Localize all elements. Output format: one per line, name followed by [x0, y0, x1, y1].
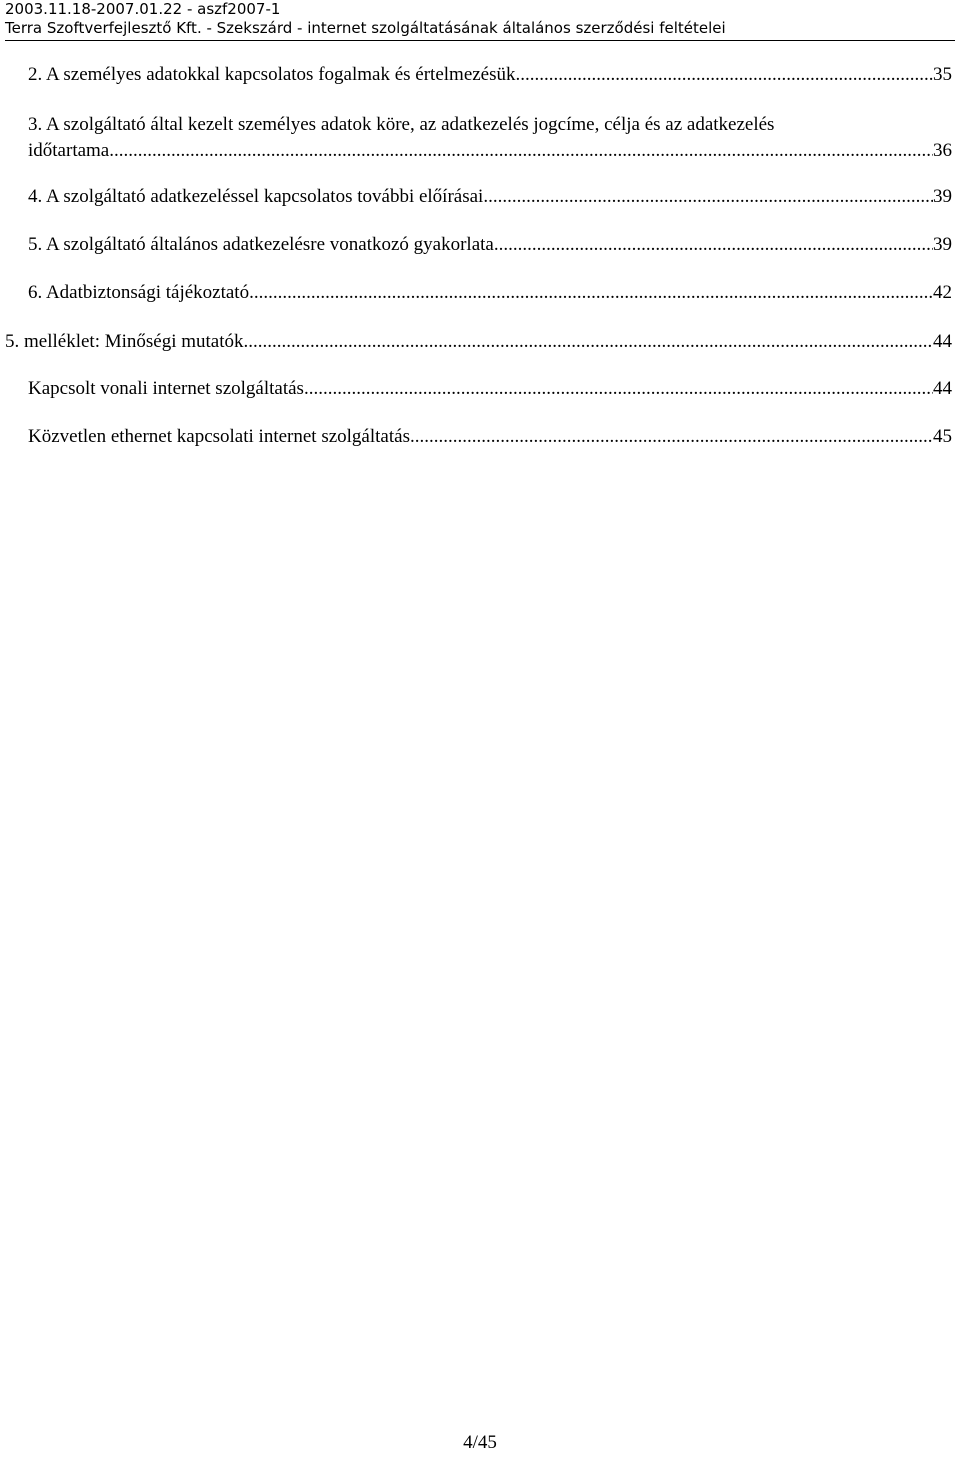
toc-entry-label: Kapcsolt vonali internet szolgáltatás — [28, 378, 304, 399]
toc-entry-label-line1[interactable]: 3. A szolgáltató által kezelt személyes adatok köre, az adatkezelés jogcíme, célja és az adatkezelés — [28, 114, 775, 135]
toc-entry[interactable] — [5, 329, 952, 355]
toc-entry-label: 5. A szolgáltató általános adatkezelésre vonatkozó gyakorlata — [28, 234, 494, 255]
toc-entry-page: 45 — [933, 426, 952, 447]
document-header — [5, 0, 955, 41]
toc-entry-label: Közvetlen ethernet kapcsolati internet szolgáltatás — [28, 426, 410, 447]
toc-entry-page: 42 — [933, 282, 952, 303]
toc-entry-label: időtartama — [28, 140, 110, 161]
toc-entry[interactable] — [28, 376, 952, 402]
toc-entry[interactable] — [28, 232, 952, 258]
toc-entry-page: 36 — [933, 140, 952, 161]
toc-leader-dots — [304, 376, 933, 402]
header-title-line: Terra Szoftverfejlesztő Kft. - Szekszárd - internet szolgáltatásának általános szerződési feltételei — [5, 19, 726, 37]
toc-leader-dots — [249, 280, 933, 306]
toc-entry-page: 39 — [933, 234, 952, 255]
toc-entry-label: 2. A személyes adatokkal kapcsolatos fogalmak és értelmezésük — [28, 64, 516, 85]
header-version-line: 2003.11.18-2007.01.22 - aszf2007-1 — [5, 0, 281, 18]
toc-entry[interactable] — [28, 424, 952, 450]
toc-entry[interactable] — [28, 184, 952, 210]
toc-entry-label: 4. A szolgáltató adatkezeléssel kapcsolatos további előírásai — [28, 186, 484, 207]
toc-entry-label: 5. melléklet: Minőségi mutatók — [5, 331, 244, 352]
toc-entry-page: 35 — [933, 64, 952, 85]
toc-entry-page: 44 — [933, 331, 952, 352]
toc-entry[interactable] — [28, 280, 952, 306]
toc-entry[interactable] — [28, 62, 952, 88]
toc-entry-page: 44 — [933, 378, 952, 399]
toc-entry-label: 6. Adatbiztonsági tájékoztató — [28, 282, 250, 303]
toc-leader-dots — [483, 184, 933, 210]
toc-entry[interactable] — [28, 138, 952, 164]
toc-leader-dots — [410, 424, 933, 450]
toc-leader-dots — [244, 329, 933, 355]
page-number: 4/45 — [463, 1432, 497, 1453]
toc-leader-dots — [494, 232, 933, 258]
toc-leader-dots — [109, 138, 933, 164]
toc-leader-dots — [516, 62, 933, 88]
toc-entry-page: 39 — [933, 186, 952, 207]
